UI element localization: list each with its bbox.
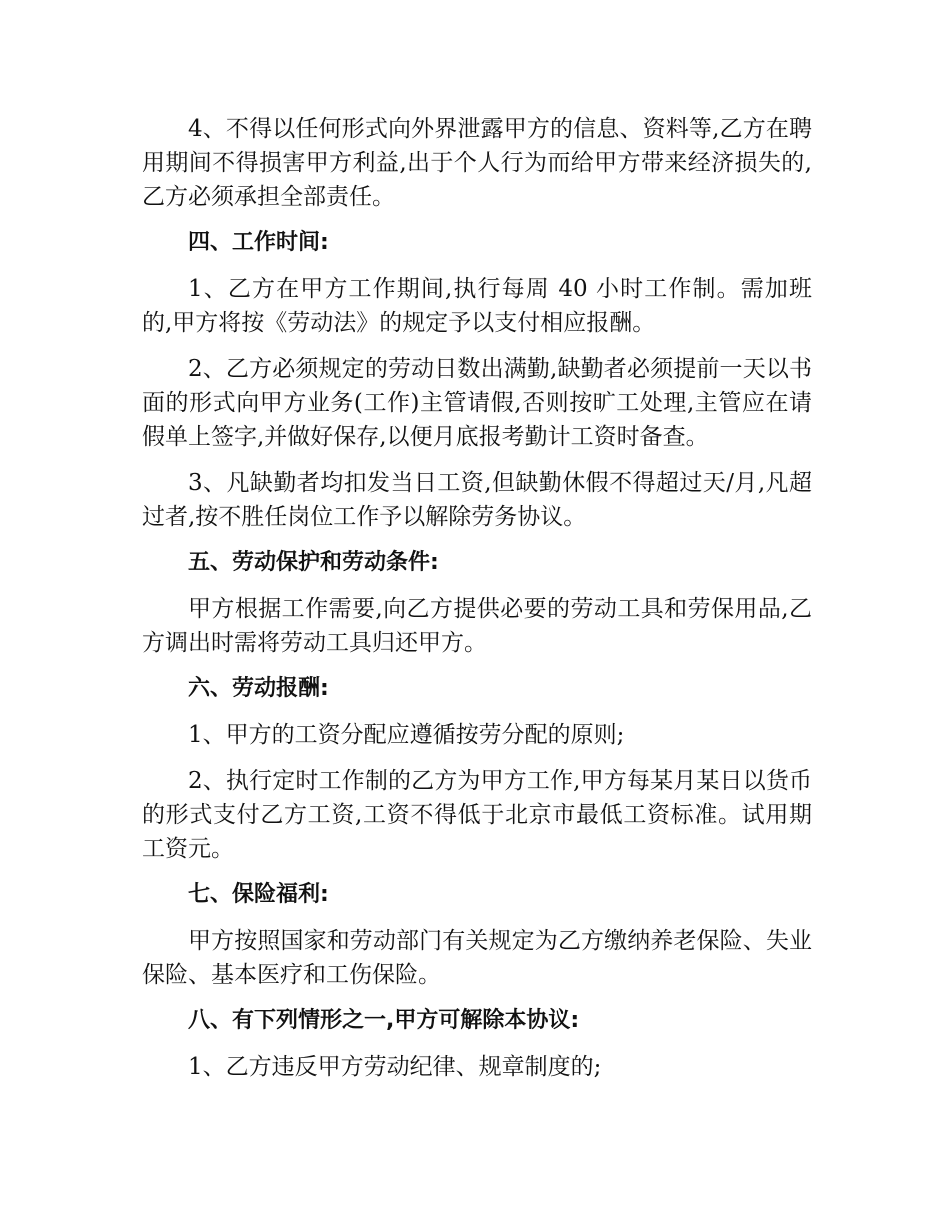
clause-3-absence-deduction: 3、凡缺勤者均扣发当日工资,但缺勤休假不得超过天/月,凡超过者,按不胜任岗位工作予以解除劳务协议。 bbox=[142, 470, 812, 530]
clause-labor-tools: 甲方根据工作需要,向乙方提供必要的劳动工具和劳保用品,乙方调出时需将劳动工具归还甲方。 bbox=[142, 596, 812, 656]
document-page bbox=[142, 112, 812, 1096]
clause-2-wage-payment: 2、执行定时工作制的乙方为甲方工作,甲方每某月某日以货币的形式支付乙方工资,工资不得低于北京市最低工资标准。试用期工资元。 bbox=[142, 768, 812, 862]
clause-insurance: 甲方按照国家和劳动部门有关规定为乙方缴纳养老保险、失业保险、基本医疗和工伤保险。 bbox=[142, 928, 812, 988]
clause-2-attendance: 2、乙方必须规定的劳动日数出满勤,缺勤者必须提前一天以书面的形式向甲方业务(工作)主管请假,否则按旷工处理,主管应在请假单上签字,并做好保存,以便月底报考勤计工资时备查。 bbox=[142, 356, 812, 450]
section-heading-insurance: 七、保险福利: bbox=[188, 882, 329, 907]
section-heading-labor-protection: 五、劳动保护和劳动条件: bbox=[188, 550, 439, 575]
section-heading-work-hours: 四、工作时间: bbox=[188, 230, 329, 255]
clause-4-confidentiality: 4、不得以任何形式向外界泄露甲方的信息、资料等,乙方在聘用期间不得损害甲方利益,出于个人行为而给甲方带来经济损失的,乙方必须承担全部责任。 bbox=[142, 116, 812, 210]
section-heading-remuneration: 六、劳动报酬: bbox=[188, 676, 329, 701]
clause-1-wage-distribution: 1、甲方的工资分配应遵循按劳分配的原则; bbox=[188, 722, 625, 748]
clause-1-violation: 1、乙方违反甲方劳动纪律、规章制度的; bbox=[188, 1054, 602, 1080]
section-heading-termination: 八、有下列情形之一,甲方可解除本协议: bbox=[188, 1008, 580, 1033]
clause-1-weekly-hours: 1、乙方在甲方工作期间,执行每周 40 小时工作制。需加班的,甲方将按《劳动法》的规定予以支付相应报酬。 bbox=[142, 276, 812, 336]
